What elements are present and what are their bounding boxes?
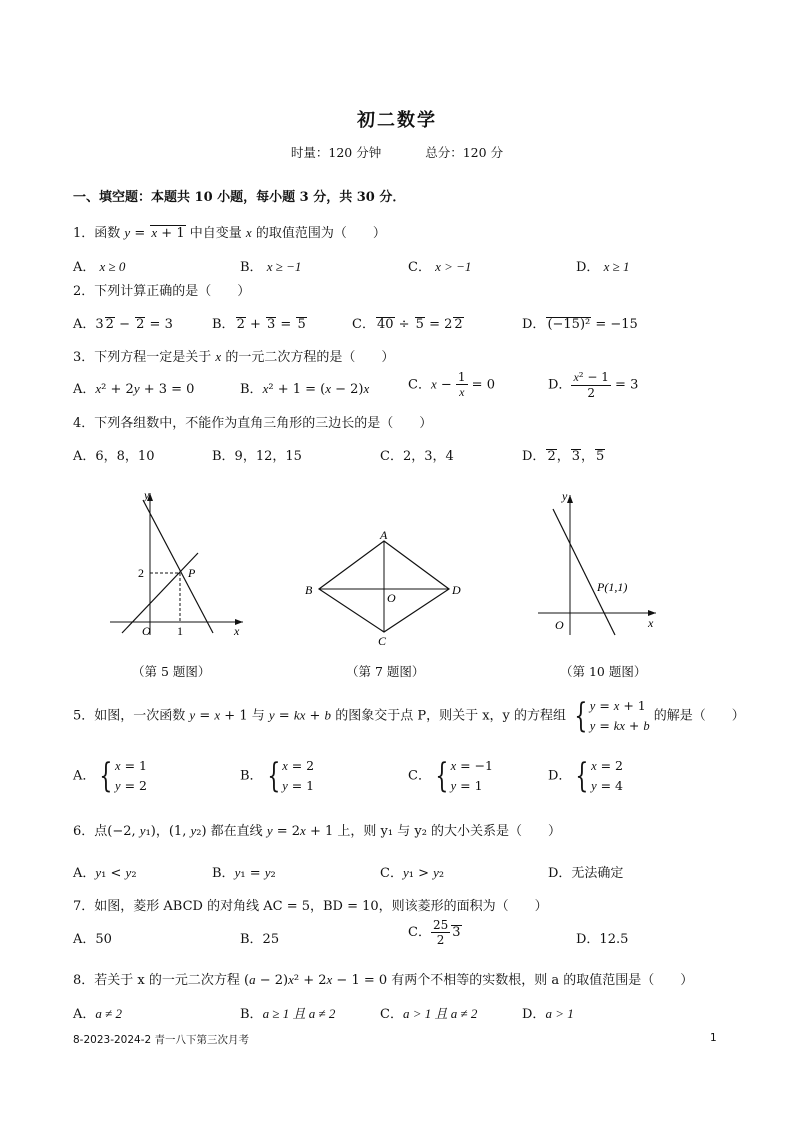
page-title: 初二数学 <box>357 110 437 131</box>
q8-option-d[interactable]: D．a > 1 <box>522 1006 574 1022</box>
q7-option-b[interactable]: B．25 <box>240 932 280 947</box>
figure-q5 <box>100 485 260 645</box>
q5-stem-a: 5．如图，一次函数 <box>73 708 186 724</box>
exam-score: 总分：120 分 <box>425 145 504 160</box>
question-3: 3．下列方程一定是关于 x 的一元二次方程的是（ ） <box>73 349 395 365</box>
q1-stem-b: 中自变量 <box>189 226 242 241</box>
question-1: 1．函数 y = x + 1 中自变量 x 的取值范围为（ ） <box>73 225 386 241</box>
q5-option-d[interactable]: D． { x = 2 y = 4 <box>548 756 624 796</box>
q6-stem-c: 上，则 y₁ 与 y₂ 的大小关系是（ ） <box>337 824 562 839</box>
q1-stem-c: 的取值范围为（ ） <box>255 226 386 241</box>
question-8: 8．若关于 x 的一元二次方程 (a − 2)x² + 2x − 1 = 0 有两个不相等的实数根，则 a 的取值范围是（ ） <box>73 972 694 988</box>
q2-option-c[interactable]: C． 40 ÷ 5 = 2 2 <box>352 317 463 332</box>
q3-option-d[interactable]: D． $\frac{\text{x² − 1}}{2}$ = 3 <box>548 370 639 400</box>
q4-option-a[interactable]: A．6，8，10 <box>73 449 155 464</box>
q5-stem-d: 的解是（ ） <box>653 708 745 724</box>
q2-option-d[interactable]: D． (−15)² = −15 <box>522 317 638 332</box>
q8-option-c[interactable]: C．a > 1 且 a ≠ 2 <box>380 1006 478 1022</box>
q5-option-a[interactable]: A． { x = 1 y = 2 <box>73 756 147 796</box>
f7-vertex-a: A <box>380 528 388 542</box>
question-6: 6．点(−2, y₁)，(1, y₂) 都在直线 y = 2x + 1 上，则 y₁ 与 y₂ 的大小关系是（ ） <box>73 823 562 839</box>
q7-option-c[interactable]: C． $\frac{25}{2}$ 3 <box>408 918 461 947</box>
q8-option-b[interactable]: B．a ≥ 1 且 a ≠ 2 <box>240 1006 336 1022</box>
q1-option-a[interactable]: A． x ≥ 0 <box>73 259 126 275</box>
q6-option-b[interactable]: B．y₁ = y₂ <box>212 865 276 881</box>
q8-stem-a: 8．若关于 x 的一元二次方程 <box>73 973 240 988</box>
page-number: 1 <box>710 1032 717 1044</box>
q7-option-d[interactable]: D．12.5 <box>576 932 629 947</box>
f5-origin: O <box>142 624 151 638</box>
q6-option-a[interactable]: A．y₁ < y₂ <box>73 865 137 881</box>
q6-stem-a: 6．点 <box>73 824 108 839</box>
q4-option-b[interactable]: B．9，12，15 <box>212 449 302 464</box>
q5-stem-c: 的图象交于点 P，则关于 x，y 的方程组 <box>335 708 567 724</box>
f10-y-label: y <box>562 489 568 503</box>
q1-option-b[interactable]: B． x ≥ −1 <box>240 259 302 275</box>
footer-source: 8-2023-2024-2 青一八下第三次月考 <box>73 1034 250 1046</box>
caption-q5: （第 5 题图） <box>132 664 211 679</box>
q8-option-a[interactable]: A．a ≠ 2 <box>73 1006 123 1022</box>
f5-y-label: y <box>144 488 150 502</box>
question-2: 2．下列计算正确的是（ ） <box>73 284 251 299</box>
f5-point-p: P <box>188 566 196 580</box>
q5-stem-b: 与 <box>251 708 265 724</box>
question-4: 4．下列各组数中，不能作为直角三角形的三边长的是（ ） <box>73 416 433 431</box>
caption-q7: （第 7 题图） <box>346 664 425 679</box>
f7-vertex-c: C <box>378 634 387 648</box>
question-7: 7．如图，菱形 ABCD 的对角线 AC = 5，BD = 10，则该菱形的面积为（ ） <box>73 899 548 914</box>
q3-stem-b: 的一元二次方程的是（ ） <box>225 350 395 365</box>
q3-option-a[interactable]: A．x² + 2y + 3 = 0 <box>73 381 195 397</box>
q6-option-c[interactable]: C．y₁ > y₂ <box>380 865 445 881</box>
q7-option-a[interactable]: A．50 <box>73 932 112 947</box>
question-5: 5．如图，一次函数 y = x + 1 与 y = kx + b 的图象交于点 P，则关于 x，y 的方程组 { y = x + 1 y = kx + b 的解是（ ） <box>73 696 745 736</box>
f10-origin: O <box>555 618 564 632</box>
q3-option-c[interactable]: C．x − $\frac{1}{x}$ = 0 <box>408 370 495 399</box>
f7-center-o: O <box>387 591 396 605</box>
q5-option-b[interactable]: B． { x = 2 y = 1 <box>240 756 315 796</box>
q8-stem-b: 有两个不相等的实数根，则 a 的取值范围是（ ） <box>391 973 694 988</box>
f7-vertex-d: D <box>452 583 461 597</box>
section-heading: 一、填空题：本题共 10 小题，每小题 3 分，共 30 分． <box>73 190 406 205</box>
q3-option-b[interactable]: B．x² + 1 = (x − 2)x <box>240 381 370 397</box>
f7-vertex-b: B <box>305 583 313 597</box>
figure-q7 <box>300 528 470 648</box>
q2-option-a[interactable]: A．3 2 − 2 = 3 <box>73 317 173 332</box>
exam-time: 时量：120 分钟 <box>290 145 382 160</box>
q2-option-b[interactable]: B． 2 + 3 = 5 <box>212 317 306 332</box>
f10-point-p: P(1,1) <box>597 580 628 594</box>
f5-x-label: x <box>234 624 240 638</box>
q1-option-c[interactable]: C． x > −1 <box>408 259 472 275</box>
f5-tick-1: 1 <box>177 624 183 638</box>
caption-q10: （第 10 题图） <box>560 664 647 679</box>
q4-option-c[interactable]: C．2，3，4 <box>380 449 454 464</box>
q6-stem-b: 都在直线 <box>210 824 263 839</box>
exam-info <box>0 143 794 161</box>
q1-option-d[interactable]: D． x ≥ 1 <box>576 259 630 275</box>
figure-q10 <box>530 485 670 650</box>
q6-option-d[interactable]: D．无法确定 <box>548 866 624 881</box>
f10-x-label: x <box>648 616 654 630</box>
q5-option-c[interactable]: C． { x = −1 y = 1 <box>408 756 494 796</box>
q3-stem-a: 3．下列方程一定是关于 <box>73 350 212 365</box>
q4-option-d[interactable]: D． 2， 3， 5 <box>522 449 605 464</box>
q1-stem: 1．函数 <box>73 226 121 241</box>
f5-tick-2: 2 <box>138 566 144 580</box>
